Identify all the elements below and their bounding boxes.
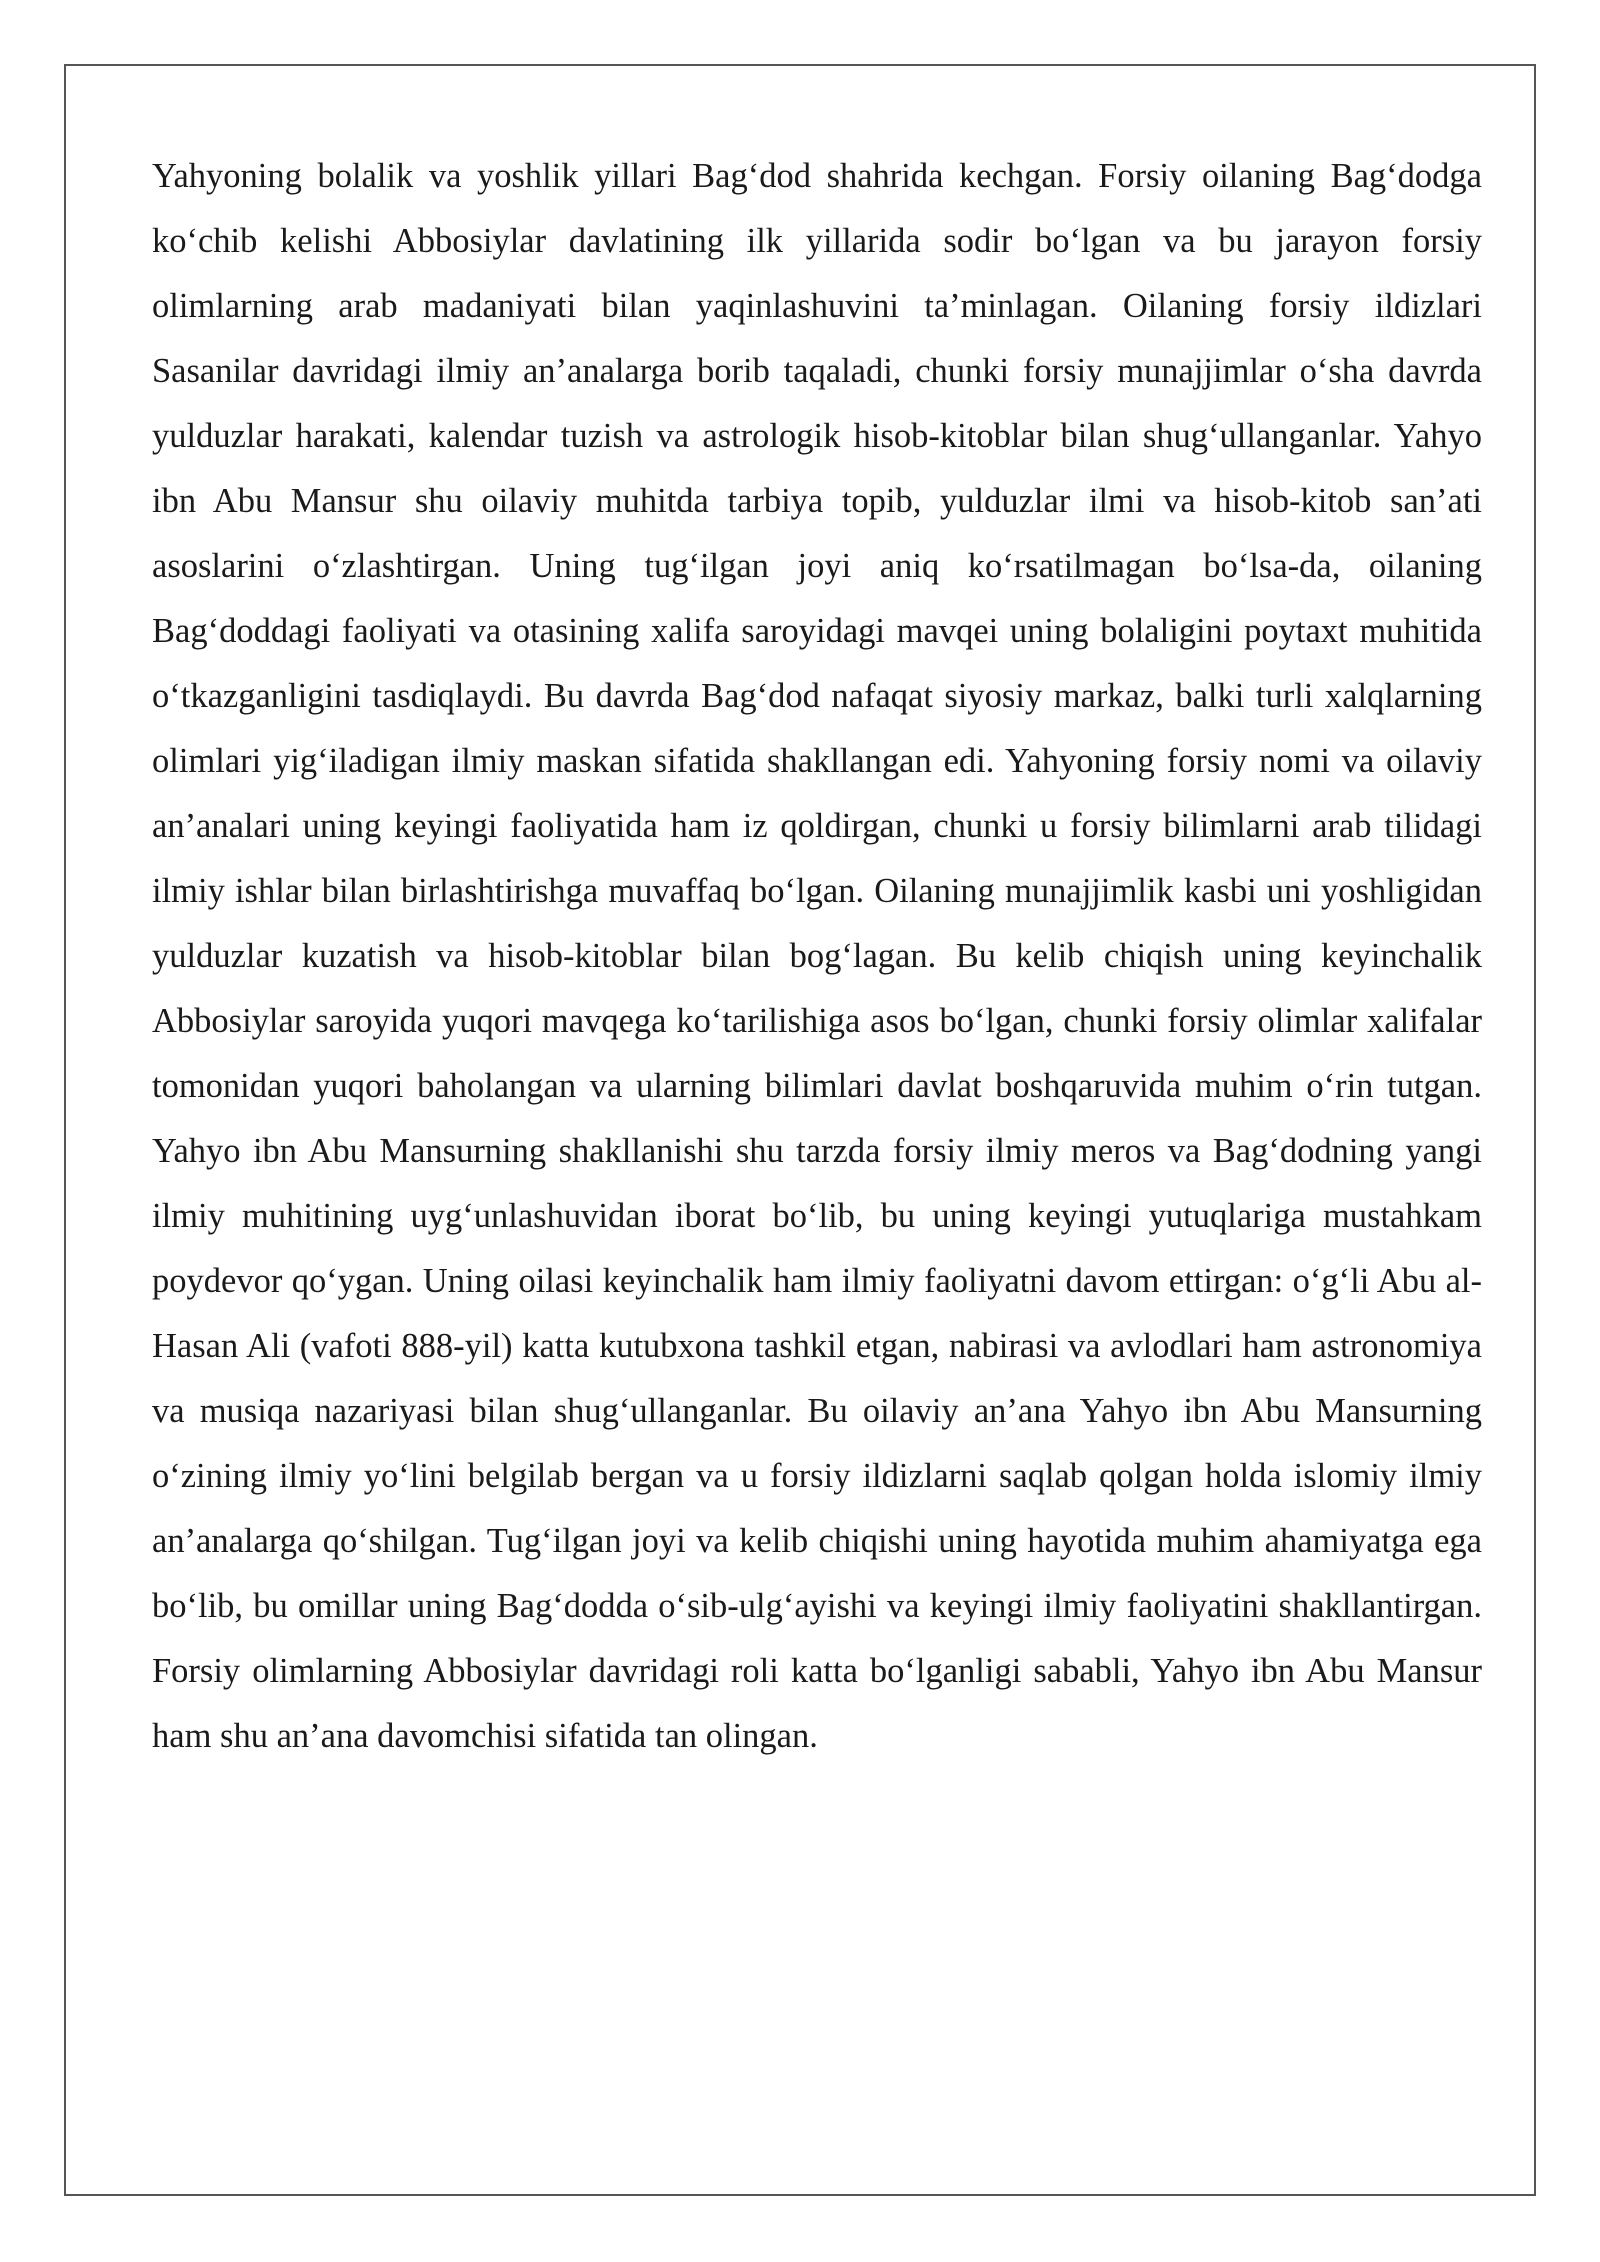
body-paragraph: Yahyoning bolalik va yoshlik yillari Bag‘dod shahrida kechgan. Forsiy oilaning Bag‘dodga ko‘chib kelishi Abbosiylar davlatining ilk yillarida sodir bo‘lgan va bu jarayon forsiy olimlarning arab madaniyati bilan yaqinlashuvini ta’minlagan. Oilaning forsiy ildizlari Sasanilar davridagi ilmiy an’analarga borib taqaladi, chunki forsiy munajjimlar o‘sha davrda yulduzlar harakati, kalendar tuzish va astrologik hisob-kitoblar bilan shug‘ullanganlar. Yahyo ibn Abu Mansur shu oilaviy muhitda tarbiya topib, yulduzlar ilmi va hisob-kitob san’ati asoslarini o‘zlashtirgan. Uning tug‘ilgan joyi aniq ko‘rsatilmagan bo‘lsa-da, oilaning Bag‘doddagi faoliyati va otasining xalifa saroyidagi mavqei uning bolaligini poytaxt muhitida o‘tkazganligini tasdiqlaydi. Bu davrda Bag‘dod nafaqat siyosiy markaz, balki turli xalqlarning olimlari yig‘iladigan ilmiy maskan sifatida shakllangan edi. Yahyoning forsiy nomi va oilaviy an’analari uning keyingi faoliyatida ham iz qoldirgan, chunki u forsiy bilimlarni arab tilidagi ilmiy ishlar bilan birlashtirishga muvaffaq bo‘lgan. Oilaning munajjimlik kasbi uni yoshligidan yulduzlar kuzatish va hisob-kitoblar bilan bog‘lagan. Bu kelib chiqish uning keyinchalik Abbosiylar saroyida yuqori mavqega ko‘tarilishiga asos bo‘lgan, chunki forsiy olimlar xalifalar tomonidan yuqori baholangan va ularning bilimlari davlat boshqaruvida muhim o‘rin tutgan. Yahyo ibn Abu Mansurning shakllanishi shu tarzda forsiy ilmiy meros va Bag‘dodning yangi ilmiy muhitining uyg‘unlashuvidan iborat bo‘lib, bu uning keyingi yutuqlariga mustahkam poydevor qo‘ygan. Uning oilasi keyinchalik ham ilmiy faoliyatni davom ettirgan: o‘g‘li Abu al-Hasan Ali (vafoti 888-yil) katta kutubxona tashkil etgan, nabirasi va avlodlari ham astronomiya va musiqa nazariyasi bilan shug‘ullanganlar. Bu oilaviy an’ana Yahyo ibn Abu Mansurning o‘zining ilmiy yo‘lini belgilab bergan va u forsiy ildizlarni saqlab qolgan holda islomiy ilmiy an’analarga qo‘shilgan. Tug‘ilgan joyi va kelib chiqishi uning hayotida muhim ahamiyatga ega bo‘lib, bu omillar uning Bag‘dodda o‘sib-ulg‘ayishi va keyingi ilmiy faoliyatini shakllantirgan. Forsiy olimlarning Abbosiylar davridagi roli katta bo‘lganligi sababli, Yahyo ibn Abu Mansur ham shu an’ana davomchisi sifatida tan olingan.: [152, 157, 1482, 1755]
page-content: [152, 144, 1482, 1769]
